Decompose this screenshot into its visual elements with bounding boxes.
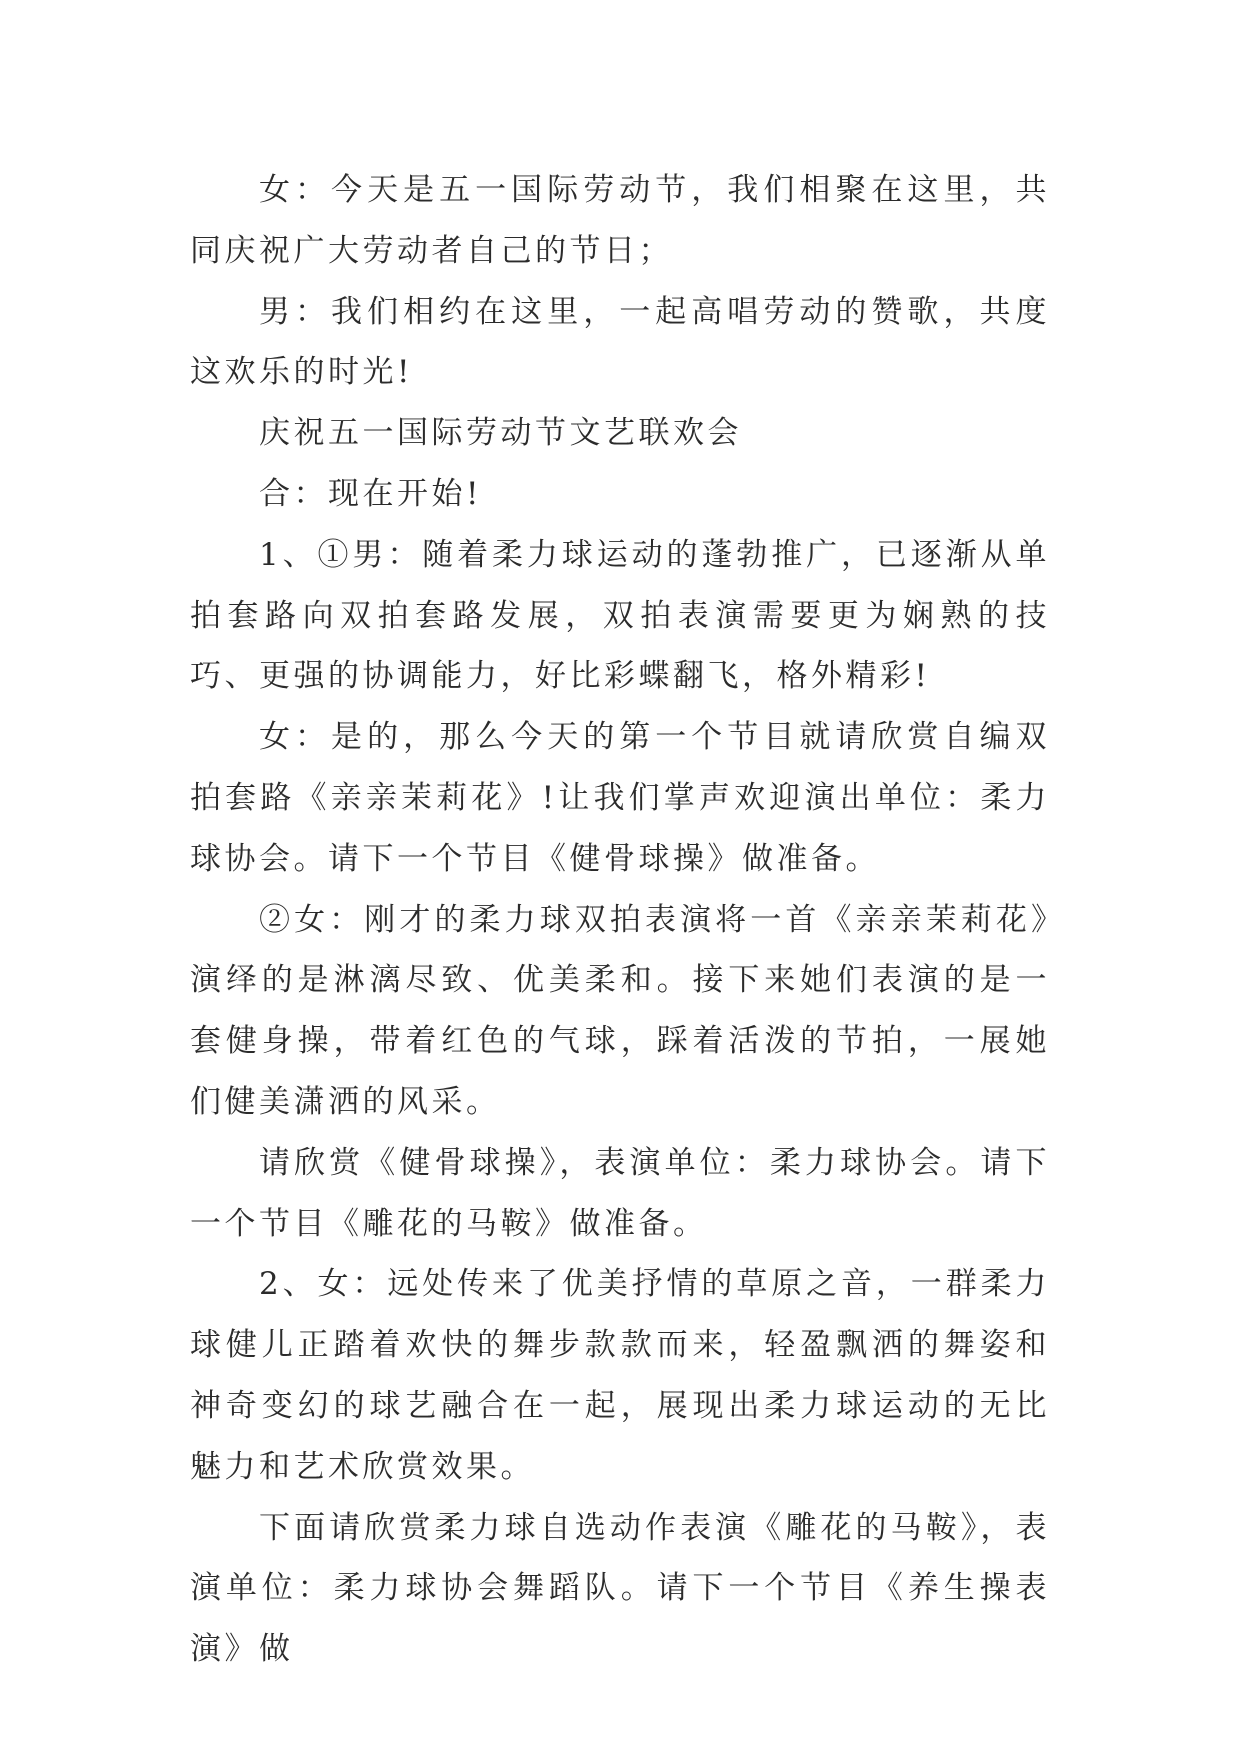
document-body — [190, 160, 1050, 1680]
paragraph-10: 下面请欣赏柔力球自选动作表演《雕花的马鞍》，表演单位：柔力球协会舞蹈队。请下一个节目《养生操表演》做 — [190, 1509, 1050, 1668]
paragraph-6: 女：是的，那么今天的第一个节目就请欣赏自编双拍套路《亲亲茉莉花》!让我们掌声欢迎演出单位：柔力球协会。请下一个节目《健骨球操》做准备。 — [190, 719, 1050, 877]
paragraph-8: 请欣赏《健骨球操》，表演单位：柔力球协会。请下一个节目《雕花的马鞍》做准备。 — [190, 1144, 1050, 1242]
paragraph-5: 1、①男：随着柔力球运动的蓬勃推广，已逐渐从单拍套路向双拍套路发展，双拍表演需要更为娴熟的技巧、更强的协调能力，好比彩蝶翻飞，格外精彩! — [190, 536, 1050, 695]
paragraph-1: 女：今天是五一国际劳动节，我们相聚在这里，共同庆祝广大劳动者自己的节日； — [190, 172, 1050, 269]
paragraph-2: 男：我们相约在这里，一起高唱劳动的赞歌，共度这欢乐的时光! — [190, 293, 1050, 391]
paragraph-4: 合：现在开始! — [259, 475, 482, 512]
paragraph-3: 庆祝五一国际劳动节文艺联欢会 — [259, 415, 742, 452]
paragraph-9: 2、女：远处传来了优美抒情的草原之音，一群柔力球健儿正踏着欢快的舞步款款而来，轻盈飘洒的舞姿和神奇变幻的球艺融合在一起，展现出柔力球运动的无比魅力和艺术欣赏效果。 — [190, 1266, 1050, 1485]
paragraph-7: ②女：刚才的柔力球双拍表演将一首《亲亲茉莉花》演绎的是淋漓尽致、优美柔和。接下来她们表演的是一套健身操，带着红色的气球，踩着活泼的节拍，一展她们健美潇洒的风采。 — [190, 901, 1050, 1120]
